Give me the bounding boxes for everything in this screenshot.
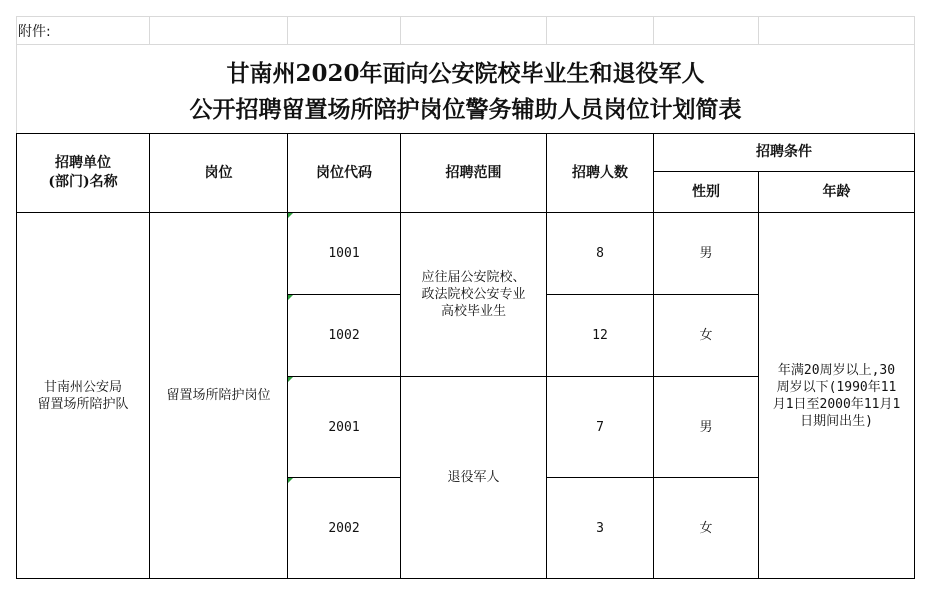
title-line-2: 公开招聘留置场所陪护岗位警务辅助人员岗位计划简表 [189,96,742,123]
age-line: 月1日至2000年11月1 [772,396,901,412]
position-code: 2001 [328,419,360,435]
age-line: 年满20周岁以上,30 [777,362,896,378]
header-count: 招聘人数 [572,164,628,181]
gender: 女 [699,520,713,536]
gridline [546,16,547,44]
annex-label: 附件: [18,24,51,40]
header-scope: 招聘范围 [445,164,502,181]
hire-count: 7 [596,419,604,435]
position-code: 1002 [328,328,360,343]
hire-count: 8 [596,246,604,261]
scope-graduates [401,213,546,376]
header-position: 岗位 [204,164,233,181]
scope-line: 应往届公安院校、 [421,270,526,285]
position-code: 2002 [328,520,360,536]
header-unit-line2: (部门)名称 [48,174,118,190]
header-age: 年龄 [822,183,851,200]
header-code: 岗位代码 [316,164,372,181]
gridline [16,44,915,45]
age-requirement [759,213,914,578]
gridline [16,16,915,17]
unit-name-line1: 甘南州公安局 [43,379,122,395]
gender: 男 [699,419,713,435]
scope-line: 政法院校公安专业 [421,287,526,302]
age-line: 周岁以下(1990年11 [776,379,897,395]
gridline [149,16,150,44]
title-line-1: 甘南州2020年面向公安院校毕业生和退役军人 [226,60,705,87]
gridline [287,16,288,44]
hire-count: 12 [592,328,608,343]
scope-veterans: 退役军人 [447,470,500,485]
gridline [653,16,654,44]
unit-name [17,213,149,578]
scope-line: 高校毕业生 [440,304,506,319]
position-code: 1001 [328,246,360,261]
gender: 女 [699,328,713,343]
age-line: 日期间出生) [800,413,873,429]
position-name: 留置场所陪护岗位 [166,388,271,403]
gender: 男 [699,246,713,261]
header-unit-line1: 招聘单位 [55,155,111,171]
header-unit [17,134,149,212]
gridline [400,16,401,44]
header-conditions: 招聘条件 [756,144,812,160]
unit-name-line2: 留置场所陪护队 [37,396,129,412]
hire-count: 3 [596,520,604,536]
gridline [758,16,759,44]
header-gender: 性别 [692,183,720,200]
